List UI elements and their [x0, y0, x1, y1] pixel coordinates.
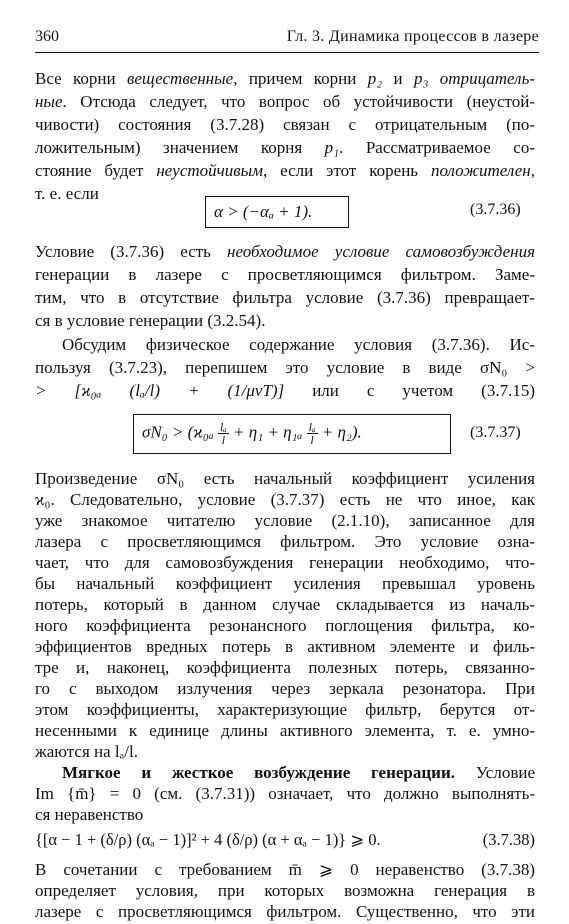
equation-box-3-7-36: [205, 196, 349, 228]
equation-number: (3.7.36): [470, 201, 521, 218]
text-line: несенными к единице длины активного элемента, т. е. умно-: [35, 721, 535, 740]
text-line: стояние будет неустойчивым, если этот корень положителен,: [35, 161, 535, 180]
text-line: лазере с просветляющимся фильтром. Существенно, что эти: [35, 902, 535, 921]
text-line: В сочетании с требованием m̄ ⩾ 0 неравенство (3.7.38): [35, 860, 535, 879]
equation-number: (3.7.38): [482, 830, 535, 849]
text-line: ложительным) значением корня p₁. Рассматриваемое со-: [35, 138, 535, 157]
running-header: [35, 28, 539, 53]
equation-box-3-7-37: [133, 414, 451, 454]
text-line: ся неравенство: [35, 805, 144, 824]
equation-number: (3.7.37): [470, 424, 521, 441]
text-line: ϰ₀. Следовательно, условие (3.7.37) есть не что иное, как: [35, 490, 535, 509]
text-line: Все корни вещественные, причем корни p₂ и p₃ отрицатель-: [35, 69, 535, 88]
text-line: жаются на lₐ/l.: [35, 742, 138, 761]
page-number: 360: [35, 28, 59, 45]
text-line: генерации в лазере с просветляющимся фильтром. Заме-: [35, 265, 535, 284]
text-line: лазера с просветляющимся фильтром. Это условие озна-: [35, 532, 535, 551]
text-line: Обсудим физическое содержание условия (3.7.36). Ис-: [62, 335, 535, 354]
running-title: Гл. 3. Динамика процессов в лазере: [286, 28, 539, 45]
text-line: Мягкое и жесткое возбуждение генерации. Условие: [62, 763, 535, 782]
text-line: т. е. если: [35, 184, 99, 203]
text-line: этом коэффициенты, характеризующие фильтр, берутся от-: [35, 700, 535, 719]
text-line: Произведение σN₀ есть начальный коэффициент усиления: [35, 469, 535, 488]
text-line: Im {m̄} = 0 (см. (3.7.31)) означает, что должно выполнять-: [35, 784, 535, 803]
text-line: ные. Отсюда следует, что вопрос об устойчивости (неустой-: [35, 92, 535, 111]
equation-formula: σN₀ > (ϰ₀ₐ $\frac{\text{lₐ}}{l}$ + η₁ + η₁ₐ $\frac{\text{lₐ}}{l}$ + η₂).: [142, 420, 362, 447]
text-line: потерь, который в данном случае складывается из началь-: [35, 595, 535, 614]
equation-formula: {[α − 1 + (δ/ρ) (αₐ − 1)]² + 4 (δ/ρ) (α + αₐ − 1)} ⩾ 0.: [35, 830, 381, 849]
text-line: уже знакомое читателю условие (2.1.10), записанное для: [35, 511, 535, 530]
text-line: чает, что для самовозбуждения генерации необходимо, что-: [35, 553, 535, 572]
equation-3-7-38: [35, 827, 535, 853]
equation-formula: α > (−αₐ + 1).: [214, 202, 313, 221]
text-line: определяет условия, при которых возможна генерация в: [35, 881, 535, 900]
fraction: $\frac{\text{lₐ}}{l}$: [219, 420, 227, 447]
text-line: бы начальный коэффициент усиления превышал уровень: [35, 574, 535, 593]
text-line: тим, что в отсутствие фильтра условие (3.7.36) превращает-: [35, 288, 535, 307]
text-line: ся в условие генерации (3.2.54).: [35, 311, 266, 330]
text-line: > [ϰ₀ₐ (lₐ/l) + (1/μvT)] или с учетом (3.7.15): [35, 381, 535, 400]
text-line: тре и, наконец, коэффициента полезных потерь, связанно-: [35, 658, 535, 677]
text-line: го с выходом излучения через зеркала резонатора. При: [35, 679, 535, 698]
text-line: пользуя (3.7.23), перепишем это условие в виде σN₀ >: [35, 358, 535, 377]
text-line: эффициентов вредных потерь в активном элементе и филь-: [35, 637, 535, 656]
text-line: чивости) состояния (3.7.28) связан с отрицательным (по-: [35, 115, 535, 134]
text-line: ного коэффициента резонансного поглощения фильтра, ко-: [35, 616, 535, 635]
text-line: Условие (3.7.36) есть необходимое условие самовозбуждения: [35, 242, 535, 261]
section-heading: Мягкое и жесткое возбуждение генерации.: [62, 763, 456, 782]
fraction: $\frac{\text{lₐ}}{l}$: [308, 420, 316, 447]
